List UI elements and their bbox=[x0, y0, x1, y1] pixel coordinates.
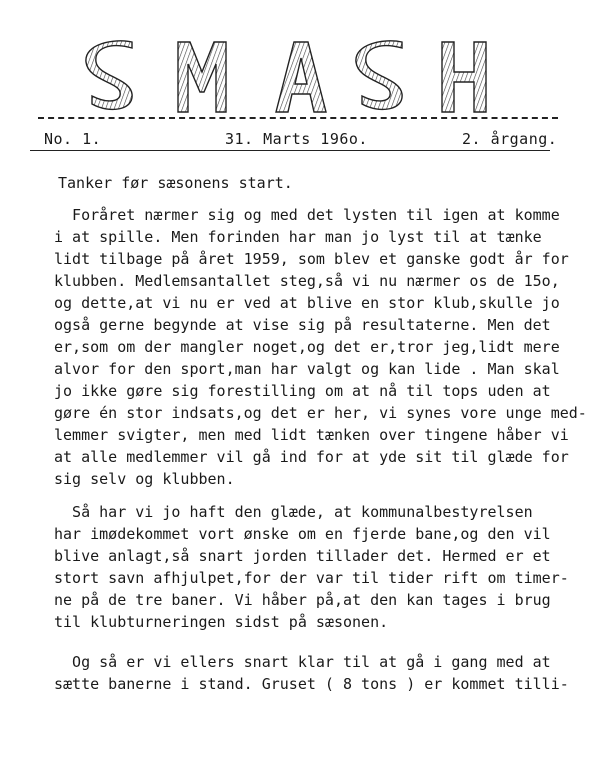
article-paragraph-3: Og så er vi ellers snart klar til at gå i gang med at sætte banerne i stand. Gruset ( 8 tons ) er kommet tilli- bbox=[54, 653, 569, 693]
issue-volume: 2. årgang. bbox=[462, 130, 558, 148]
issue-number: No. 1. bbox=[44, 130, 102, 148]
issue-date: 31. Marts 196o. bbox=[225, 130, 368, 148]
header-dashed-rule bbox=[38, 117, 558, 119]
masthead-title-logo bbox=[80, 38, 500, 118]
article-paragraph-2: Så har vi jo haft den glæde, at kommunalbestyrelsen har imødekommet vort ønske om en fjerde bane,og den vil blive anlagt,så snart jorden tillader det. Hermed er et stort savn afhjulpet,for der var til tider rift om timer- ne på de tre baner. Vi håber på,at den kan tages i brug til klubturneringen sidst på sæsonen. bbox=[54, 503, 569, 631]
article-paragraph-1: Foråret nærmer sig og med det lysten til igen at komme i at spille. Men forinden har man jo lyst til at tænke lidt tilbage på året 1959, som blev et ganske godt år for klubben. Medlemsantallet steg,så vi nu nærmer os de 15o, og dette,at vi nu er ved at blive en stor klub,skulle jo også gerne begynde at vise sig på resultaterne. Men det er,som om der mangler noget,og det er,tror jeg,lidt mere alvor for den sport,man har valgt og kan lide . Man skal jo ikke gøre sig forestilling om at nå til tops uden at gøre én stor indsats,og det er her, vi synes vore unge med- lemmer svigter, men med lidt tænken over tingene håber vi at alle medlemmer vil gå ind for at yde sit til glæde for sig selv og klubben. bbox=[54, 206, 587, 488]
issue-line-underline bbox=[30, 150, 550, 151]
article-heading: Tanker før sæsonens start. bbox=[58, 174, 293, 192]
masthead bbox=[80, 38, 500, 118]
